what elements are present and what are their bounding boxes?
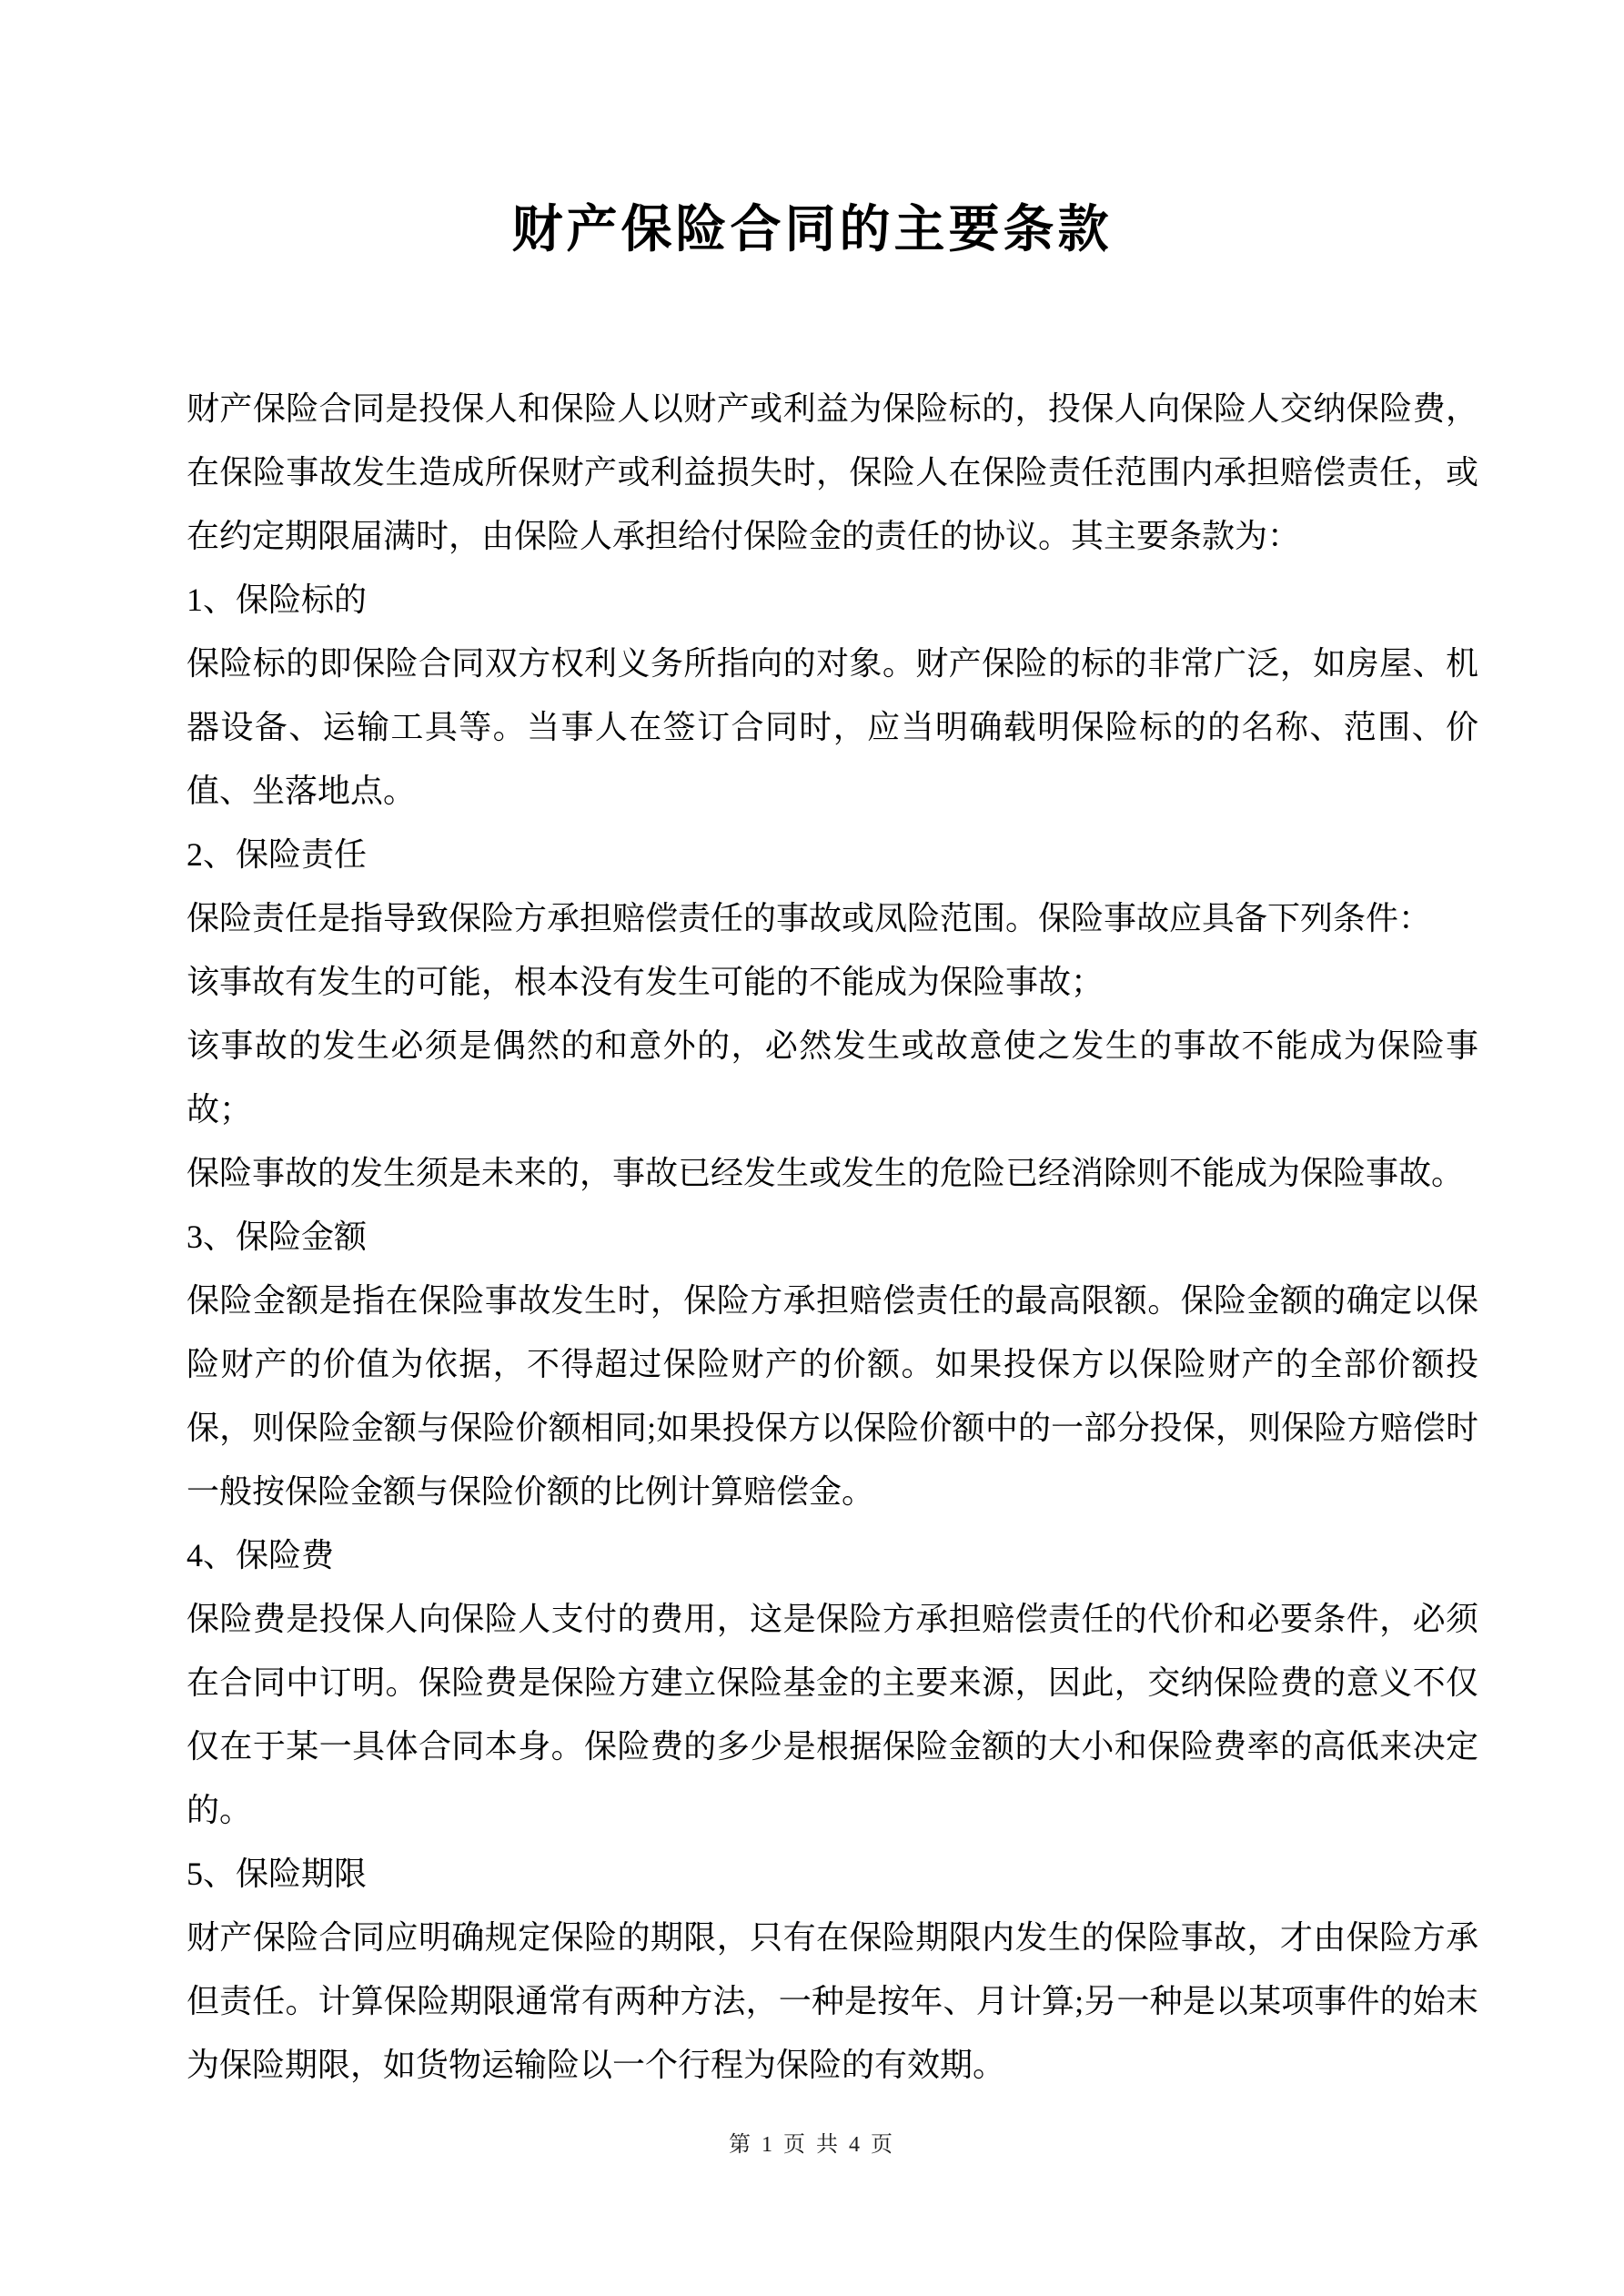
section-2-paragraph-3: 该事故的发生必须是偶然的和意外的，必然发生或故意使之发生的事故不能成为保险事故； [187, 1027, 1478, 1128]
section-1-heading: 1、保险标的 [187, 582, 368, 618]
intro-paragraph: 财产保险合同是投保人和保险人以财产或利益为保险标的，投保人向保险人交纳保险费，在保险事故发生造成所保财产或利益损失时，保险人在保险责任范围内承担赔偿责任，或在约定期限届满时，由保险人承担给付保险金的责任的协议。其主要条款为： [187, 390, 1478, 554]
section-2-paragraph-1: 保险责任是指导致保险方承担赔偿责任的事故或凤险范围。保险事故应具备下列条件： [187, 900, 1432, 936]
section-3-paragraph: 保险金额是指在保险事故发生时，保险方承担赔偿责任的最高限额。保险金额的确定以保险财产的价值为依据，不得超过保险财产的价额。如果投保方以保险财产的全部价额投保，则保险金额与保险价额相同;如果投保方以保险价额中的一部分投保，则保险方赔偿时一般按保险金额与保险价额的比例计算赔偿金。 [187, 1282, 1478, 1510]
section-2-heading: 2、保险责任 [187, 836, 368, 873]
section-5-heading: 5、保险期限 [187, 1856, 368, 1892]
document-body [187, 377, 1478, 2097]
section-4-paragraph: 保险费是投保人向保险人支付的费用，这是保险方承担赔偿责任的代价和必要条件，必须在合同中订明。保险费是保险方建立保险基金的主要来源，因此，交纳保险费的意义不仅仅在于某一具体合同本身。保险费的多少是根据保险金额的大小和保险费率的高低来决定的。 [187, 1601, 1478, 1828]
section-3-heading: 3、保险金额 [187, 1219, 368, 1255]
section-5-paragraph: 财产保险合同应明确规定保险的期限，只有在保险期限内发生的保险事故，才由保险方承但责任。计算保险期限通常有两种方法，一种是按年、月计算;另一种是以某项事件的始末为保险期限，如货物运输险以一个行程为保险的有效期。 [187, 1919, 1478, 2083]
section-2-paragraph-4: 保险事故的发生须是未来的，事故已经发生或发生的危险已经消除则不能成为保险事故。 [187, 1155, 1465, 1191]
page-number-footer: 第 1 页 共 4 页 [729, 2133, 895, 2157]
section-2-paragraph-2: 该事故有发生的可能，根本没有发生可能的不能成为保险事故； [187, 964, 1105, 1000]
section-4-heading: 4、保险费 [187, 1537, 335, 1573]
document-title: 财产保险合同的主要条款 [511, 202, 1113, 258]
section-1-paragraph: 保险标的即保险合同双方权利义务所指向的对象。财产保险的标的非常广泛，如房屋、机器设备、运输工具等。当事人在签订合同时，应当明确载明保险标的的名称、范围、价值、坐落地点。 [187, 645, 1478, 809]
